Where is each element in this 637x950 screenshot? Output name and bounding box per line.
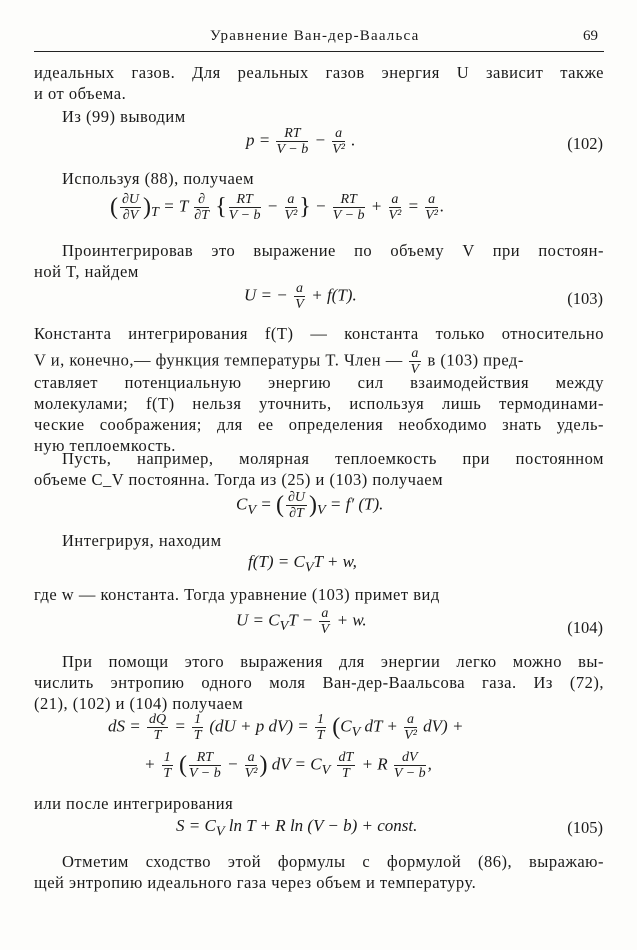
page-header <box>34 26 604 48</box>
text-line: (21), (102) и (104) получаем <box>34 694 244 713</box>
equation-103: U = − $\frac{a}{V}$ + f(T). <box>244 281 357 312</box>
text-line: ную теплоемкость. <box>34 436 176 455</box>
equation-ds-line1: dS = $\frac{dQ}{T}$ = $\frac{1}{T}$ (dU + p dV) = $\frac{1}{T}$ ($C_V$ dT + $\frac{a}{\text{V²}}$ dV) + <box>108 712 464 743</box>
text-line: ной T, найдем <box>34 262 139 281</box>
equation-105: $S = C_V$ ln T + R ln (V − b) + const. <box>176 816 418 840</box>
text-line: идеальных газов. Для реальных газов энергия U зависит также <box>34 63 604 82</box>
equation-number: (103) <box>567 289 603 308</box>
equation-cv: $C_V$ = ( $\frac{\partial U}{\partial T}$ )$_V = f'$ (T). <box>236 490 384 521</box>
equation-number: (104) <box>567 618 603 637</box>
running-title: Уравнение Ван-дер-Ваальса <box>210 28 420 44</box>
text-line: При помощи этого выражения для энергии легко можно вы- <box>62 652 604 671</box>
equation-derivative: ( $\frac{\partial U}{\partial V}$ )$_T = T$ $\frac{\partial}{\partial T}$ { $\frac{RT}{V - b}$ − $\frac{a}{\text{V²}}$ } − $\frac{RT}{V - b}$ + $\frac{a}{\text{V²}}$ = $\frac{a}{\text{V²}}$ . <box>110 192 445 223</box>
text-line: Проинтегрировав это выражение по объему V при постоян- <box>62 241 604 260</box>
equation-f: $f(T) = C_VT + w$, <box>248 552 357 576</box>
text-line: щей энтропию идеального газа через объем и температуру. <box>34 873 477 892</box>
text-line: объеме C_V постоянна. Тогда из (25) и (103) получаем <box>34 470 444 489</box>
text-line: V и, конечно,— функция температуры T. Член — $\frac{a}{V}$ в (103) пред- <box>34 346 524 377</box>
text-line: ческие соображения; для ее определения необходимо знать удель- <box>34 415 604 434</box>
text-line: молекулами; f(T) нельзя уточнить, используя лишь термодинами- <box>34 394 604 413</box>
equation-104: $U = C_VT$ − $\frac{a}{V}$ + w. <box>236 606 367 637</box>
equation-number: (105) <box>567 818 603 837</box>
text-line: Константа интегрирования f(T) — константа только относительно <box>34 324 604 343</box>
text-line: ставляет потенциальную энергию сил взаимодействия между <box>34 373 604 392</box>
text-line: Интегрируя, находим <box>62 531 222 550</box>
text-line: и от объема. <box>34 84 127 103</box>
text-line: Из (99) выводим <box>62 107 186 126</box>
page-number: 69 <box>583 28 598 44</box>
text-line: Пусть, например, молярная теплоемкость при постоянном <box>62 449 604 468</box>
text-line: Отметим сходство этой формулы с формулой (86), выражаю- <box>62 852 604 871</box>
text-line: где w — константа. Тогда уравнение (103) примет вид <box>34 585 440 604</box>
text-line: числить энтропию одного моля Ван-дер-Ваальсова газа. Из (72), <box>34 673 604 692</box>
text-line: или после интегрирования <box>34 794 234 813</box>
header-rule <box>34 51 604 52</box>
equation-number: (102) <box>567 134 603 153</box>
equation-102: p = $\frac{RT}{V - b}$ − $\frac{a}{\text{V²}}$ . <box>246 126 356 157</box>
text-line: Используя (88), получаем <box>62 169 255 188</box>
equation-ds-line2: + $\frac{1}{T}$ ( $\frac{RT}{V - b}$ − $\frac{a}{\text{V²}}$ ) dV = $C_V$ $\frac{dT}{T}$ + R $\frac{dV}{V - b}$ , <box>144 750 432 781</box>
